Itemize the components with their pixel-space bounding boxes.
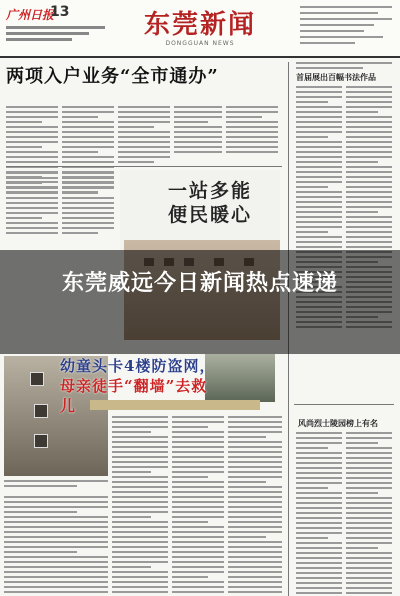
lower-headline-part2: 母亲徒手“翻墙”去救儿: [60, 377, 208, 415]
right-box3-col-1: [296, 432, 342, 596]
page-number: 13: [50, 4, 70, 20]
lower-story-col-3: [228, 416, 282, 596]
lead-story-col-3: [118, 106, 170, 166]
overlay-title: 东莞威远今日新闻热点速递: [61, 271, 338, 296]
right-box-divider: [294, 404, 394, 405]
section-subtitle: DONGGUAN NEWS: [165, 40, 235, 47]
right-box3-title: 风尚烈士陵园榜上有名: [298, 418, 378, 428]
feature-headline-line1: 一站多能: [167, 180, 252, 202]
newspaper-logo: 广州日报: [6, 8, 55, 22]
lower-story-subhead: [90, 400, 260, 410]
right-box3-col-2: [346, 432, 392, 596]
masthead-meta-lines: [6, 26, 116, 44]
lower-headline-part1: 幼童头卡4楼防盗网，: [60, 357, 216, 375]
lower-story-col-2: [172, 416, 224, 596]
section-divider: [6, 166, 282, 167]
feature-headline-line2: 便民暖心: [167, 204, 252, 226]
photo-caption-lines: [4, 480, 108, 490]
story2-col-2: [62, 172, 114, 237]
story2-col-1: [6, 172, 58, 237]
right-box1-title: 首届展出百幅书法作品: [296, 72, 376, 82]
lead-story-col-5: [226, 106, 278, 156]
masthead: [0, 0, 400, 58]
lead-headline: 两项入户业务“全市通办”: [6, 66, 219, 87]
right-col-kicker-lines: [296, 62, 392, 72]
section-title: 东莞新闻: [143, 10, 256, 40]
masthead-right-lines: [300, 6, 392, 48]
lower-left-col: [4, 496, 108, 596]
lower-story-col-1: [112, 416, 168, 596]
lead-story-col-4: [174, 106, 222, 156]
